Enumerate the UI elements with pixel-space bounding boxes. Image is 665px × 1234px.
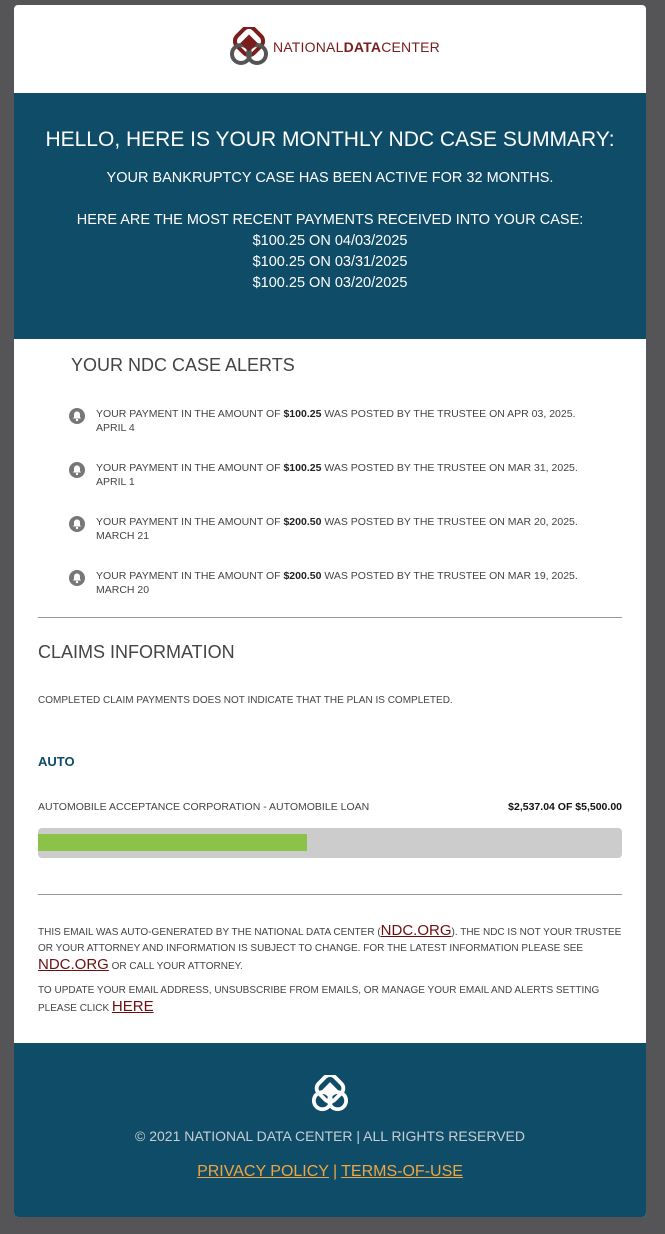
summary-title: HELLO, HERE IS YOUR MONTHLY NDC CASE SUMMARY: <box>45 128 615 151</box>
alert-amount: $200.50 <box>283 570 322 582</box>
claim-creditor: AUTOMOBILE ACCEPTANCE CORPORATION - AUTOMOBILE LOAN <box>38 801 370 813</box>
email-card <box>14 5 646 1217</box>
ndc-footer-logo-icon <box>311 1075 349 1113</box>
bell-icon <box>69 516 85 532</box>
alert-amount: $100.25 <box>283 408 322 420</box>
update-text: TO UPDATE YOUR EMAIL ADDRESS, UNSUBSCRIBE FROM EMAILS, OR MANAGE YOUR EMAIL AND ALERTS SETTING PLEASE CLICK <box>38 985 600 1014</box>
footer-separator: | <box>332 1163 338 1180</box>
case-active-text: YOUR BANKRUPTCY CASE HAS BEEN ACTIVE FOR 32 MONTHS. <box>106 170 554 186</box>
divider <box>38 894 622 895</box>
bell-icon <box>69 408 85 424</box>
privacy-policy-link[interactable]: PRIVACY POLICY <box>197 1163 329 1180</box>
alert-text: WAS POSTED BY THE TRUSTEE ON MAR 31, 2025. <box>321 462 578 474</box>
alert-text: WAS POSTED BY THE TRUSTEE ON MAR 20, 2025. <box>321 516 578 528</box>
claim-category: AUTO <box>38 754 75 769</box>
claims-title: CLAIMS INFORMATION <box>38 642 235 662</box>
logo-wordmark <box>273 39 440 55</box>
alert-item <box>69 407 599 435</box>
alert-item <box>69 515 599 543</box>
alert-date: APRIL 4 <box>96 422 135 434</box>
claim-progress-fill <box>38 834 307 851</box>
footer <box>14 1043 646 1217</box>
alert-text: YOUR PAYMENT IN THE AMOUNT OF <box>96 408 284 420</box>
update-settings-text <box>38 983 628 1017</box>
bell-icon <box>69 462 85 478</box>
logo-word-data: DATA <box>343 39 382 55</box>
claim-amount: $2,537.04 OF $5,500.00 <box>508 801 622 813</box>
alert-item <box>69 569 599 597</box>
disclaimer-part: THIS EMAIL WAS AUTO-GENERATED BY THE NATIONAL DATA CENTER ( <box>38 927 381 938</box>
claims-note: COMPLETED CLAIM PAYMENTS DOES NOT INDICATE THAT THE PLAN IS COMPLETED. <box>38 695 453 706</box>
alert-text: WAS POSTED BY THE TRUSTEE ON APR 03, 2025. <box>321 408 576 420</box>
disclaimer-part: OR CALL YOUR ATTORNEY. <box>108 961 243 972</box>
recent-payment-item: $100.25 ON 03/31/2025 <box>252 254 408 270</box>
alert-text: YOUR PAYMENT IN THE AMOUNT OF <box>96 462 284 474</box>
footer-links <box>14 1163 646 1181</box>
manage-settings-link[interactable]: HERE <box>111 998 154 1015</box>
logo-word-national: NATIONAL <box>273 39 344 55</box>
disclaimer-text <box>38 923 628 975</box>
alert-amount: $100.25 <box>283 462 322 474</box>
terms-of-use-link[interactable]: TERMS-OF-USE <box>341 1163 463 1180</box>
ndc-logo[interactable] <box>229 27 440 67</box>
ndc-logo-icon <box>229 27 269 67</box>
alert-text: WAS POSTED BY THE TRUSTEE ON MAR 19, 2025. <box>321 570 578 582</box>
disclaimer-part: ). THE NDC IS NOT YOUR TRUSTEE OR YOUR ATTORNEY AND INFORMATION IS SUBJECT TO CHANGE. FOR THE LATEST INFORMATION PLEASE SEE <box>38 927 622 954</box>
recent-payment-item: $100.25 ON 04/03/2025 <box>252 233 408 249</box>
summary-banner <box>14 93 646 339</box>
alert-text: YOUR PAYMENT IN THE AMOUNT OF <box>96 570 284 582</box>
header-logo-bar <box>14 5 646 93</box>
alert-date: APRIL 1 <box>96 476 135 488</box>
alert-item <box>69 461 599 489</box>
ndc-org-link-2[interactable]: NDC.ORG <box>38 956 109 973</box>
alert-text: YOUR PAYMENT IN THE AMOUNT OF <box>96 516 284 528</box>
alert-date: MARCH 20 <box>96 584 150 596</box>
alerts-title: YOUR NDC CASE ALERTS <box>71 355 295 375</box>
logo-word-center: CENTER <box>381 39 440 55</box>
ndc-org-link[interactable]: NDC.ORG <box>380 922 452 939</box>
claim-progress-bar <box>38 828 622 858</box>
recent-payments-heading: HERE ARE THE MOST RECENT PAYMENTS RECEIVED INTO YOUR CASE: <box>76 212 584 228</box>
bell-icon <box>69 570 85 586</box>
alert-date: MARCH 21 <box>96 530 150 542</box>
copyright-text: © 2021 NATIONAL DATA CENTER | ALL RIGHTS RESERVED <box>135 1128 525 1144</box>
recent-payment-item: $100.25 ON 03/20/2025 <box>252 275 408 291</box>
divider <box>38 617 622 618</box>
alert-amount: $200.50 <box>283 516 322 528</box>
